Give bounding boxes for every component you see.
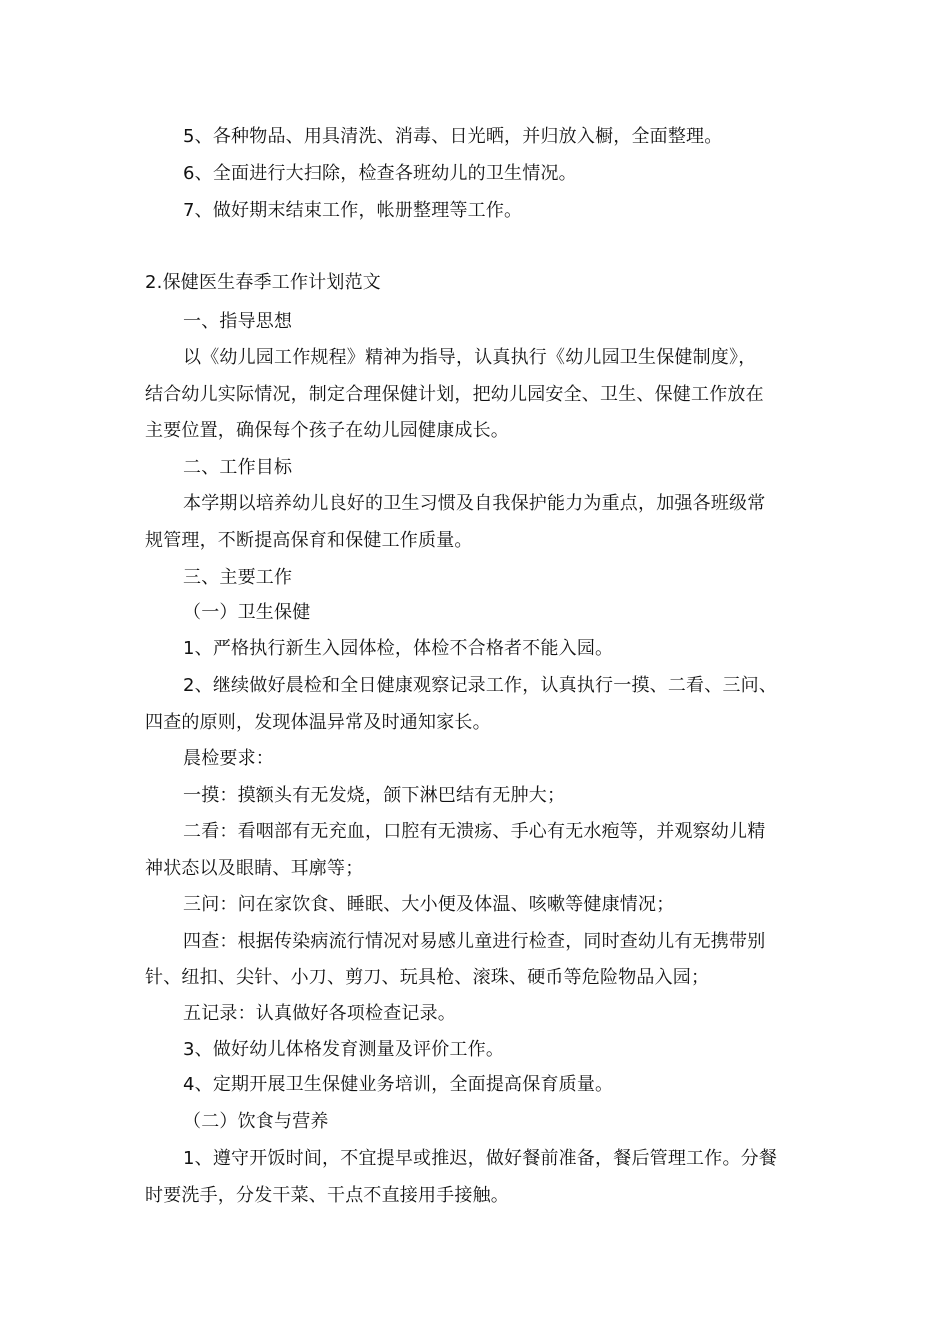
check-item: 一摸：摸额头有无发烧，颌下淋巴结有无肿大； xyxy=(183,785,566,806)
paragraph-line: 本学期以培养幼儿良好的卫生习惯及自我保护能力为重点，加强各班级常 xyxy=(183,493,766,514)
list-item: 2、继续做好晨检和全日健康观察记录工作，认真执行一摸、二看、三问、 xyxy=(183,675,778,696)
heading-main-work: 三、主要工作 xyxy=(183,567,293,588)
check-item-continued: 神状态以及眼睛、耳廓等； xyxy=(145,858,364,879)
list-item: 4、定期开展卫生保健业务培训，全面提高保育质量。 xyxy=(183,1074,614,1095)
list-item: 6、全面进行大扫除，检查各班幼儿的卫生情况。 xyxy=(183,163,577,184)
list-item: 1、严格执行新生入园体检，体检不合格者不能入园。 xyxy=(183,638,614,659)
check-item: 五记录：认真做好各项检查记录。 xyxy=(183,1003,456,1024)
heading-guiding-thought: 一、指导思想 xyxy=(183,311,293,332)
paragraph-line: 规管理，不断提高保育和保健工作质量。 xyxy=(145,530,473,551)
section-title: 2.保健医生春季工作计划范文 xyxy=(145,272,381,293)
paragraph-line: 结合幼儿实际情况，制定合理保健计划，把幼儿园安全、卫生、保健工作放在 xyxy=(145,384,764,405)
heading-work-goals: 二、工作目标 xyxy=(183,457,293,478)
list-item: 5、各种物品、用具清洗、消毒、日光晒，并归放入橱，全面整理。 xyxy=(183,126,723,147)
morning-check-title: 晨检要求： xyxy=(183,748,274,769)
list-item-continued: 四查的原则，发现体温异常及时通知家长。 xyxy=(145,712,491,733)
check-item-continued: 针、纽扣、尖针、小刀、剪刀、玩具枪、滚珠、硬币等危险物品入园； xyxy=(145,967,710,988)
check-item: 三问：问在家饮食、睡眠、大小便及体温、咳嗽等健康情况； xyxy=(183,894,675,915)
subheading-food-nutrition: （二）饮食与营养 xyxy=(183,1111,329,1132)
list-item: 7、做好期末结束工作，帐册整理等工作。 xyxy=(183,200,523,221)
list-item-continued: 时要洗手，分发干菜、干点不直接用手接触。 xyxy=(145,1185,509,1206)
check-item: 四查：根据传染病流行情况对易感儿童进行检查，同时查幼儿有无携带别 xyxy=(183,931,766,952)
list-item: 3、做好幼儿体格发育测量及评价工作。 xyxy=(183,1039,505,1060)
paragraph-line: 主要位置，确保每个孩子在幼儿园健康成长。 xyxy=(145,420,509,441)
paragraph-line: 以《幼儿园工作规程》精神为指导，认真执行《幼儿园卫生保健制度》， xyxy=(183,347,757,368)
subheading-health-care: （一）卫生保健 xyxy=(183,602,311,623)
check-item: 二看：看咽部有无充血，口腔有无溃疡、手心有无水疱等，并观察幼儿精 xyxy=(183,821,766,842)
list-item: 1、遵守开饭时间，不宜提早或推迟，做好餐前准备，餐后管理工作。分餐 xyxy=(183,1148,778,1169)
